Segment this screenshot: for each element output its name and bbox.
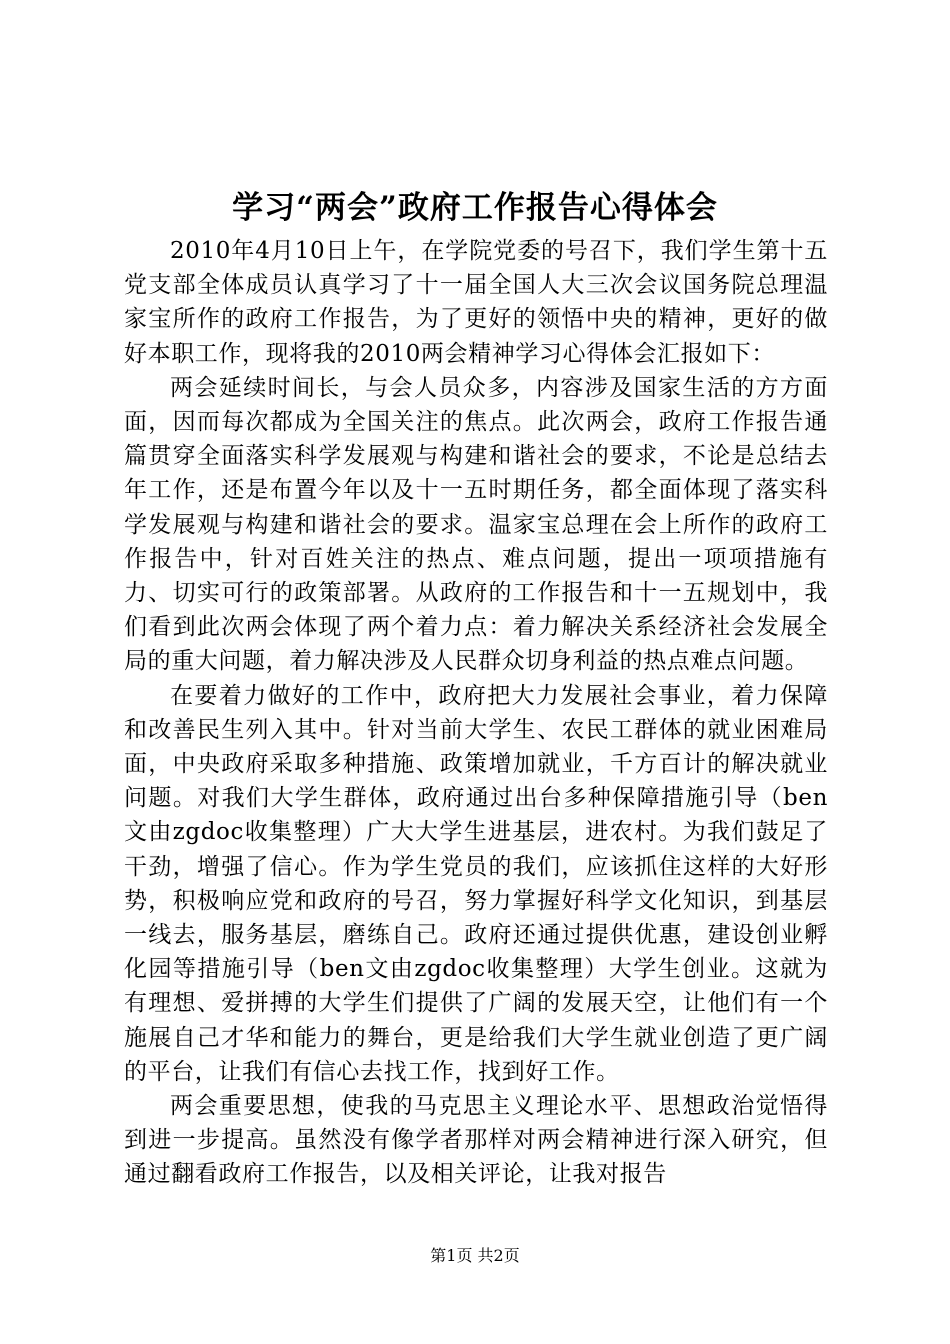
paragraph-3: 在要着力做好的工作中，政府把大力发展社会事业，着力保障和改善民生列入其中。针对当前大学生、农民工群体的就业困难局面，中央政府采取多种措施、政策增加就业，千方百计的解决就业问题。对我们大学生群体，政府通过出台多种保障措施引导（ben文由zgdoc收集整理）广大大学生进基层，进农村。为我们鼓足了干劲，增强了信心。作为学生党员的我们，应该抓住这样的大好形势，积极响应党和政府的号召，努力掌握好科学文化知识，到基层一线去，服务基层，磨练自己。政府还通过提供优惠，建设创业孵化园等措施引导（ben文由zgdoc收集整理）大学生创业。这就为有理想、爱拼搏的大学生们提供了广阔的发展天空，让他们有一个施展自己才华和能力的舞台，更是给我们大学生就业创造了更广阔的平台，让我们有信心去找工作，找到好工作。 — [124, 682, 828, 1085]
paragraph-4: 两会重要思想，使我的马克思主义理论水平、思想政治觉悟得到进一步提高。虽然没有像学者那样对两会精神进行深入研究，但通过翻看政府工作报告，以及相关评论，让我对报告 — [124, 1093, 828, 1188]
document-title: 学习“两会”政府工作报告心得体会 — [232, 190, 718, 226]
paragraph-2: 两会延续时间长，与会人员众多，内容涉及国家生活的方方面面，因而每次都成为全国关注的焦点。此次两会，政府工作报告通篇贯穿全面落实科学发展观与构建和谐社会的要求，不论是总结去年工作，还是布置今年以及十一五时期任务，都全面体现了落实科学发展观与构建和谐社会的要求。温家宝总理在会上所作的政府工作报告中，针对百姓关注的热点、难点问题，提出一项项措施有力、切实可行的政策部署。从政府的工作报告和十一五规划中，我们看到此次两会体现了两个着力点：着力解决关系经济社会发展全局的重大问题，着力解决涉及人民群众切身利益的热点难点问题。 — [124, 374, 828, 675]
document-body — [124, 234, 828, 1192]
paragraph-1: 2010年4月10日上午，在学院党委的号召下，我们学生第十五党支部全体成员认真学习了十一届全国人大三次会议国务院总理温家宝所作的政府工作报告，为了更好的领悟中央的精神，更好的做好本职工作，现将我的2010两会精神学习心得体会汇报如下： — [124, 238, 828, 367]
page-footer: 第1页 共2页 — [430, 1246, 520, 1265]
